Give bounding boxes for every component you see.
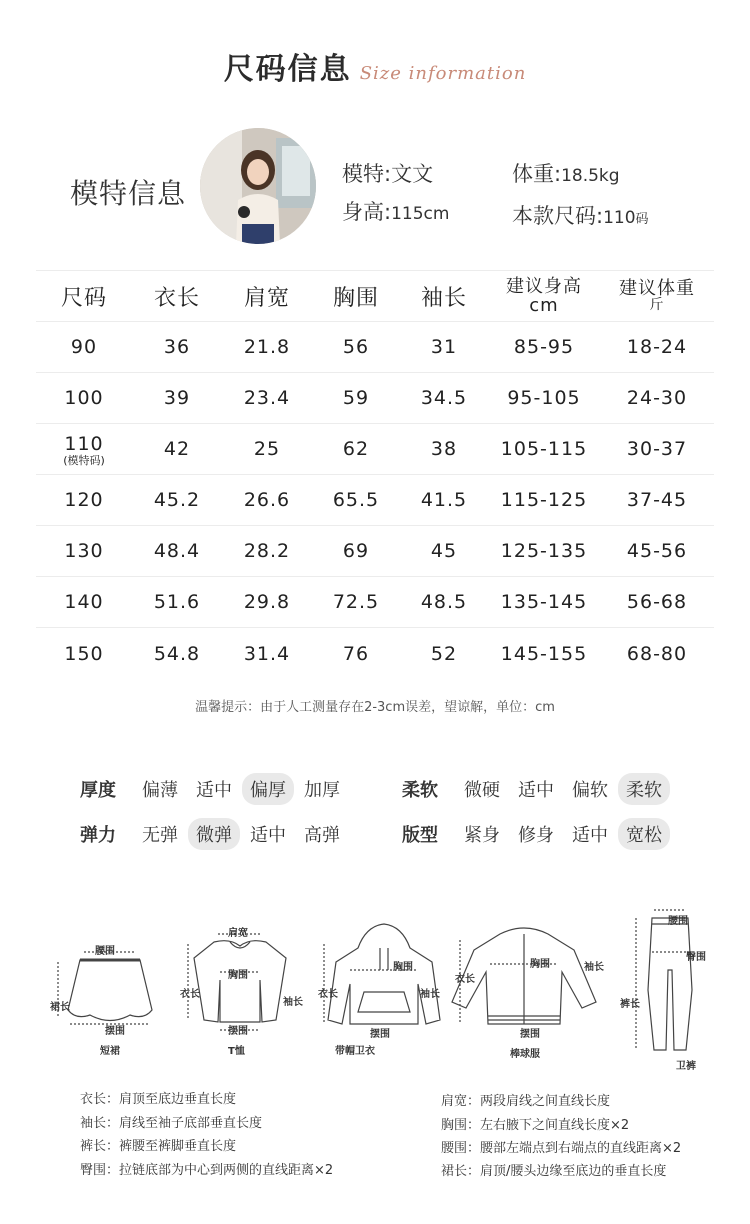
table-cell: 56-68 bbox=[626, 591, 688, 613]
model-avatar bbox=[200, 128, 316, 244]
model-name: 模特:文文 bbox=[342, 162, 434, 186]
table-cell: 21.8 bbox=[243, 336, 291, 358]
table-cell: 48.5 bbox=[420, 591, 468, 613]
table-cell: 90 bbox=[70, 336, 98, 358]
page-title: 尺码信息 bbox=[223, 52, 352, 87]
table-cell: 38 bbox=[430, 438, 458, 460]
table-header-row bbox=[36, 270, 714, 322]
attr-fit bbox=[402, 818, 672, 850]
table-cell: 135-145 bbox=[500, 591, 588, 613]
diagram-label: 摆围 bbox=[105, 1026, 125, 1037]
model-weight: 体重:18.5kg bbox=[512, 162, 620, 186]
measurement-diagrams bbox=[40, 900, 730, 1075]
attribute-option: 适中 bbox=[572, 825, 608, 846]
table-cell: 56 bbox=[342, 336, 370, 358]
diagram-label: 摆围 bbox=[520, 1029, 540, 1040]
attribute-option: 偏软 bbox=[572, 780, 608, 801]
attribute-option: 修身 bbox=[518, 825, 554, 846]
attribute-option: 适中 bbox=[518, 780, 554, 801]
measurement-tip: 温馨提示：由于人工测量存在2-3cm误差，望谅解，单位：cm bbox=[195, 700, 555, 715]
table-cell: 34.5 bbox=[420, 387, 468, 409]
attribute-option: 偏薄 bbox=[142, 780, 178, 801]
header-shoulder: 肩宽 bbox=[243, 285, 290, 311]
attribute-option: 适中 bbox=[250, 825, 286, 846]
model-info-label: 模特信息 bbox=[70, 177, 187, 210]
diagram-label: 摆围 bbox=[370, 1029, 390, 1040]
caption-pants: 卫裤 bbox=[676, 1061, 696, 1072]
table-cell: 37-45 bbox=[626, 489, 688, 511]
table-cell: 125-135 bbox=[500, 540, 588, 562]
table-cell: 54.8 bbox=[153, 642, 201, 665]
table-cell: 68-80 bbox=[626, 642, 688, 665]
table-cell: 45-56 bbox=[626, 540, 688, 562]
model-photo-illustration bbox=[200, 128, 316, 244]
table-row bbox=[36, 373, 714, 424]
table-row bbox=[36, 475, 714, 526]
header-sleeve: 袖长 bbox=[420, 285, 467, 311]
model-height: 身高:115cm bbox=[342, 200, 450, 224]
table-cell: 42 bbox=[163, 438, 191, 460]
table-cell: 130 bbox=[64, 540, 104, 562]
table-row bbox=[36, 526, 714, 577]
table-cell: 140 bbox=[64, 591, 104, 613]
diagram-label: 裙长 bbox=[50, 1002, 70, 1013]
table-cell: 120 bbox=[64, 489, 104, 511]
selected-option: 偏厚 bbox=[242, 773, 294, 805]
table-cell: 39 bbox=[163, 387, 191, 409]
definition-item: 臀围：拉链底部为中心到两侧的直线距离×2 bbox=[80, 1163, 334, 1178]
table-cell: 36 bbox=[163, 336, 191, 358]
selected-option: 柔软 bbox=[618, 773, 670, 805]
table-row bbox=[36, 322, 714, 373]
definition-item: 裙长：肩顶/腰头边缘至底边的垂直长度 bbox=[441, 1164, 667, 1179]
diagram-label: 臀围 bbox=[686, 952, 706, 963]
attribute-option: 无弹 bbox=[142, 825, 178, 846]
definition-item: 胸围：左右腋下之间直线长度×2 bbox=[441, 1118, 630, 1133]
diagram-label: 胸围 bbox=[228, 970, 248, 981]
table-cell: 31 bbox=[430, 336, 458, 358]
definition-item: 裤长：裤腰至裤脚垂直长度 bbox=[80, 1139, 237, 1154]
table-cell: 24-30 bbox=[626, 387, 688, 409]
skirt-diagram bbox=[58, 952, 152, 1024]
caption-tshirt: T恤 bbox=[228, 1046, 245, 1057]
attribute-label: 版型 bbox=[402, 825, 438, 846]
table-cell: 69 bbox=[342, 540, 370, 562]
table-cell: 145-155 bbox=[500, 642, 588, 665]
caption-hoodie: 带帽卫衣 bbox=[335, 1046, 375, 1057]
table-cell: 59 bbox=[342, 387, 370, 409]
table-cell: 72.5 bbox=[332, 591, 380, 613]
diagram-label: 袖长 bbox=[283, 997, 303, 1008]
definition-item: 肩宽：两段肩线之间直线长度 bbox=[441, 1094, 611, 1109]
table-cell: 18-24 bbox=[626, 336, 688, 358]
table-cell: 45 bbox=[430, 540, 458, 562]
selected-option: 微弹 bbox=[188, 818, 240, 850]
definition-item: 腰围：腰部左端点到右端点的直线距离×2 bbox=[441, 1141, 682, 1156]
attribute-label: 弹力 bbox=[80, 825, 116, 846]
diagram-label: 衣长 bbox=[455, 974, 475, 985]
title-script: Size information bbox=[359, 63, 527, 84]
diagram-label: 摆围 bbox=[228, 1026, 248, 1037]
attribute-option: 加厚 bbox=[304, 780, 340, 801]
diagram-label: 袖长 bbox=[584, 962, 604, 973]
model-size: 本款尺码:110码 bbox=[512, 204, 649, 228]
table-cell: 48.4 bbox=[153, 540, 201, 562]
table-cell: 76 bbox=[342, 642, 370, 665]
header-length: 衣长 bbox=[153, 285, 200, 311]
selected-option: 宽松 bbox=[618, 818, 670, 850]
definition-item: 袖长：肩线至袖子底部垂直长度 bbox=[80, 1116, 263, 1131]
table-cell: 29.8 bbox=[243, 591, 291, 613]
diagram-label: 裤长 bbox=[620, 999, 640, 1010]
diagram-label: 衣长 bbox=[318, 989, 338, 1000]
table-cell: 26.6 bbox=[243, 489, 291, 511]
definition-item: 衣长：肩顶至底边垂直长度 bbox=[80, 1092, 237, 1107]
attr-thickness bbox=[80, 773, 350, 805]
diagram-label: 胸围 bbox=[530, 959, 550, 970]
attr-elasticity bbox=[80, 818, 350, 850]
attribute-label: 厚度 bbox=[80, 780, 116, 801]
table-cell: 100 bbox=[64, 387, 104, 409]
diagram-label: 衣长 bbox=[180, 989, 200, 1000]
table-cell: 62 bbox=[342, 438, 370, 460]
caption-skirt: 短裙 bbox=[100, 1046, 120, 1057]
page-header bbox=[0, 44, 750, 88]
table-cell: 51.6 bbox=[153, 591, 201, 613]
table-cell: 115-125 bbox=[500, 489, 588, 511]
hoodie-diagram bbox=[324, 924, 440, 1024]
table-cell: 30-37 bbox=[626, 438, 688, 460]
table-cell: 23.4 bbox=[243, 387, 291, 409]
diagram-label: 胸围 bbox=[393, 962, 413, 973]
table-cell: 95-105 bbox=[507, 387, 581, 409]
diagram-label: 腰围 bbox=[95, 946, 115, 957]
table-row bbox=[36, 577, 714, 628]
tshirt-diagram bbox=[188, 934, 286, 1030]
table-cell: 25 bbox=[253, 438, 281, 460]
table-row bbox=[36, 628, 714, 679]
size-table bbox=[36, 270, 714, 679]
table-cell: 52 bbox=[430, 642, 458, 665]
table-cell: 41.5 bbox=[420, 489, 468, 511]
attribute-option: 适中 bbox=[196, 780, 232, 801]
diagram-label: 腰围 bbox=[668, 916, 688, 927]
table-cell: 31.4 bbox=[243, 642, 291, 665]
table-cell: 150 bbox=[64, 642, 104, 665]
attribute-option: 微硬 bbox=[464, 780, 500, 801]
table-cell: 85-95 bbox=[513, 336, 575, 358]
diagram-label: 肩宽 bbox=[228, 928, 248, 939]
header-weight: 建议体重 斤 bbox=[619, 278, 695, 313]
caption-jacket: 棒球服 bbox=[510, 1049, 540, 1060]
header-size: 尺码 bbox=[60, 285, 107, 311]
header-chest: 胸围 bbox=[332, 285, 379, 311]
attribute-option: 紧身 bbox=[464, 825, 500, 846]
attr-softness bbox=[402, 773, 672, 805]
pants-diagram bbox=[636, 910, 692, 1050]
table-cell: 105-115 bbox=[500, 438, 588, 460]
table-cell: 110 (模特码) bbox=[63, 432, 105, 467]
table-cell: 65.5 bbox=[332, 489, 380, 511]
attribute-option: 高弹 bbox=[304, 825, 340, 846]
header-height: 建议身高 cm bbox=[506, 276, 582, 316]
model-size-note: (模特码) bbox=[63, 453, 105, 467]
table-cell: 28.2 bbox=[243, 540, 291, 562]
attribute-label: 柔软 bbox=[402, 780, 438, 801]
table-row bbox=[36, 424, 714, 475]
table-cell: 45.2 bbox=[153, 489, 201, 511]
diagram-label: 袖长 bbox=[420, 989, 440, 1000]
